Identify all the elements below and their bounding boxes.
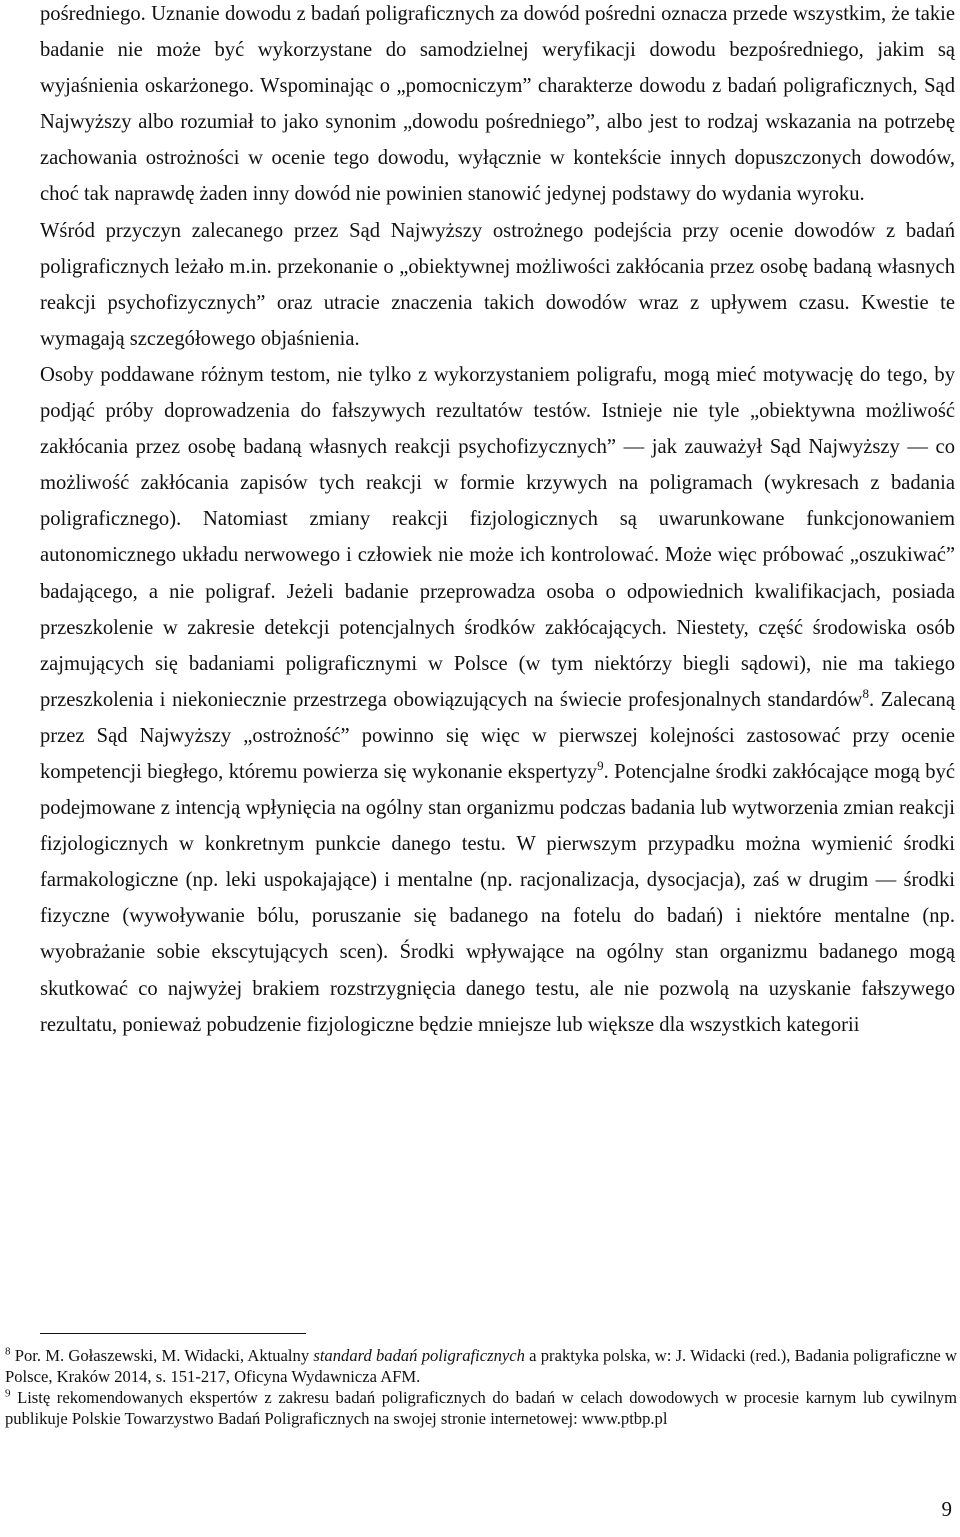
footnote-8 — [5, 1346, 957, 1388]
footnote-ref-8[interactable]: 8 — [862, 685, 869, 701]
footnote-8-mark: 8 — [5, 1345, 11, 1358]
footnote-ref-9[interactable]: 9 — [597, 758, 604, 774]
paragraph-1-text: pośredniego. Uznanie dowodu z badań poligraficznych za dowód pośredni oznacza przede wszystkim, że takie badanie nie może być wykorzystane do samodzielnej weryfikacji dowodu bezpośredniego, jakim są wyjaśnienia oskarżonego. Wspominając o „pomocniczym” charakterze dowodu z badań poligraficznych, Sąd Najwyższy albo rozumiał to jako synonim „dowodu pośredniego”, albo jest to rodzaj wskazania na potrzebę zachowania ostrożności w ocenie tego dowodu, wyłącznie w kontekście innych dopuszczonych dowodów, choć tak naprawdę żaden inny dowód nie powinien stanowić jedynej podstawy do wydania wyroku. — [40, 3, 955, 206]
paragraph-2 — [40, 213, 955, 357]
footnote-8-italic-title: standard badań poligraficznych — [313, 1346, 525, 1365]
footnote-8-text-b: a praktyka polska, w: J. Widacki (red.), Badania poligraficzne w Polsce, Kraków 2014, s. 151-217, Oficyna Wydawnicza AFM. — [5, 1346, 957, 1386]
footnotes — [5, 1346, 957, 1430]
paragraph-1 — [40, 0, 955, 213]
paragraph-3-text-c: . Potencjalne środki zakłócające mogą być podejmowane z intencją wpłynięcia na ogólny stan organizmu podczas badania lub wytworzenia zmian reakcji fizjologicznych w konkretnym punkcie danego testu. W pierwszym przypadku można wymienić środki farmakologiczne (np. leki uspokajające) i mentalne (np. racjonalizacja, dysocjacja), zaś w drugim — środki fizyczne (wywoływanie bólu, poruszanie się badanego na fotelu do badań) i niektóre mentalne (np. wyobrażanie sobie ekscytujących scen). Środki wpływające na ogólny stan organizmu badanego mogą skutkować co najwyżej brakiem rozstrzygnięcia danego testu, ale nie pozwolą na uzyskanie fałszywego rezultatu, ponieważ pobudzenie fizjologiczne będzie mniejsze lub większe dla wszystkich kategorii — [40, 760, 955, 1036]
paragraph-3-text-a: Osoby poddawane różnym testom, nie tylko z wykorzystaniem poligrafu, mogą mieć motywację do tego, by podjąć próby doprowadzenia do fałszywych rezultatów testów. Istnieje nie tyle „obiektywna możliwość zakłócania przez osobę badaną własnych reakcji psychofizycznych” — jak zauważył Sąd Najwyższy — co możliwość zakłócania zapisów tych reakcji w formie krzywych na poligramach (wykresach z badania poligraficznego). Natomiast zmiany reakcji fizjologicznych są uwarunkowane funkcjonowaniem autonomicznego układu nerwowego i człowiek nie może ich kontrolować. Może więc próbować „oszukiwać” badającego, a nie poligraf. Jeżeli badanie przeprowadza osoba o odpowiednich kwalifikacjach, posiada przeszkolenie w zakresie detekcji potencjalnych środków zakłócających. Niestety, część środowiska osób zajmujących się badaniami poligraficznymi w Polsce (w tym niektórzy biegli sądowi), nie ma takiego przeszkolenia i niekoniecznie przestrzega obowiązujących na świecie profesjonalnych standardów — [40, 363, 955, 711]
body-text — [40, 0, 955, 1043]
footnote-divider — [40, 1333, 306, 1334]
paragraph-3-text-b: . Zalecaną przez Sąd Najwyższy „ostrożność” powinno się więc w pierwszej kolejności zastosować przy ocenie kompetencji biegłego, któremu powierza się wykonanie ekspertyzy — [40, 688, 955, 783]
page-number: 9 — [941, 1497, 952, 1521]
footnote-9-mark: 9 — [5, 1387, 11, 1400]
paragraph-2-text: Wśród przyczyn zalecanego przez Sąd Najwyższy ostrożnego podejścia przy ocenie dowodów z badań poligraficznych leżało m.in. przekonanie o „obiektywnej możliwości zakłócania przez osobę badaną własnych reakcji psychofizycznych” oraz utracie znaczenia takich dowodów wraz z upływem czasu. Kwestie te wymagają szczegółowego objaśnienia. — [40, 219, 955, 350]
footnote-8-text-a: Por. M. Gołaszewski, M. Widacki, Aktualny — [10, 1346, 314, 1365]
footnote-9-text: Listę rekomendowanych ekspertów z zakresu badań poligraficznych do badań w celach dowodowych w procesie karnym lub cywilnym publikuje Polskie Towarzystwo Badań Poligraficznych na swojej stronie internetowej: www.ptbp.pl — [5, 1387, 957, 1428]
footnote-9 — [5, 1388, 957, 1430]
paragraph-3 — [40, 357, 955, 1043]
